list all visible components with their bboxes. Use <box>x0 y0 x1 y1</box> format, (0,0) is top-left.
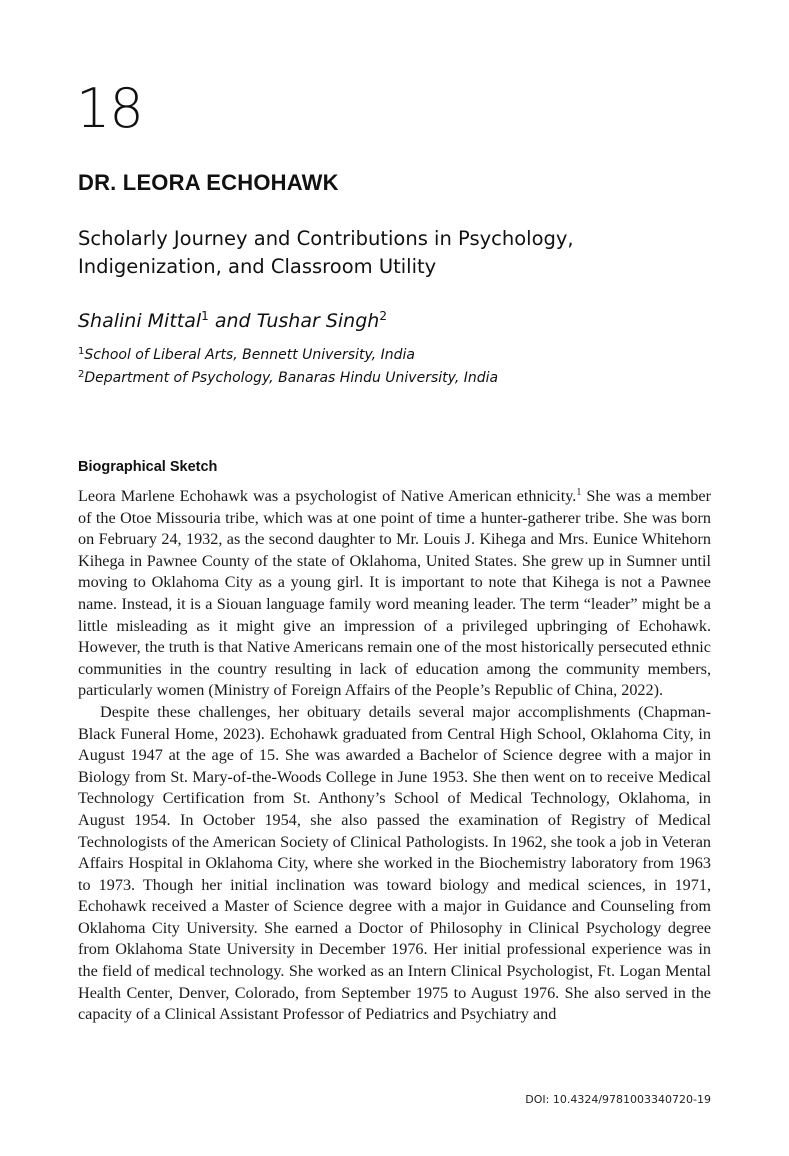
author-name: Shalini Mittal <box>78 310 202 332</box>
paragraph-text: She was a member of the Otoe Missouria tribe, which was at one point of time a hunter-gatherer tribe. She was born on February 24, 1932, as the second daughter to Mr. Louis J. Kihega and Mrs. Eunice Whitehorn Kihega in Pawnee County of the state of Oklahoma, United States. She grew up in Sumner until moving to Oklahoma City as a young girl. It is important to note that Kihega is not a Pawnee name. Instead, it is a Siouan language family word meaning leader. The term “leader” might be a little misleading as it might give an impression of a privileged upbringing of Echohawk. However, the truth is that Native Americans remain one of the most historically persecuted ethnic communities in the country resulting in lack of education among the community members, particularly women (Ministry of Foreign Affairs of the People’s Republic of China, 2022). <box>78 487 711 700</box>
author-affiliation-marker: 2 <box>379 309 387 323</box>
affiliation-text: Department of Psychology, Banaras Hindu University, India <box>84 370 499 386</box>
paragraph: Despite these challenges, her obituary details several major accomplishments (Chapman-Black Funeral Home, 2023). Echohawk graduated from Central High School, Oklahoma City, in August 1947 at the age of 15. She was awarded a Bachelor of Science degree with a major in Biology from St. Mary-of-the-Woods College in June 1953. She then went on to receive Medical Technology Certification from St. Anthony’s School of Medical Technology, Oklahoma, in August 1954. In October 1954, she also passed the examination of Registry of Medical Technologists of the American Society of Clinical Pathologists. In 1962, she took a job in Veteran Affairs Hospital in Oklahoma City, where she worked in the Biochemistry laboratory from 1963 to 1973. Though her initial inclination was toward biology and medical sciences, in 1971, Echohawk received a Master of Science degree with a major in Guidance and Counseling from Oklahoma City University. She earned a Doctor of Philosophy in Clinical Psychology degree from Oklahoma State University in December 1976. Her initial professional experience was in the field of medical technology. She worked as an Intern Clinical Psychologist, Ft. Logan Mental Health Center, Denver, Colorado, from September 1975 to August 1976. She also served in the capacity of a Clinical Assistant Professor of Pediatrics and Psychiatry and <box>78 702 711 1024</box>
author-name: Tushar Singh <box>256 310 380 332</box>
footnote-marker[interactable]: 1 <box>576 487 582 498</box>
affiliation-item <box>78 365 498 388</box>
author-affiliation-marker: 1 <box>201 309 209 323</box>
affiliations <box>78 342 498 388</box>
chapter-title: DR. LEORA ECHOHAWK <box>78 170 339 195</box>
affiliation-marker: 1 <box>78 346 85 357</box>
chapter-subtitle: Scholarly Journey and Contributions in Psychology, Indigenization, and Classroom Utility <box>78 227 574 278</box>
affiliation-marker: 2 <box>78 369 85 380</box>
paragraph <box>78 486 711 702</box>
body-text <box>78 486 711 1026</box>
affiliation-item <box>78 342 498 365</box>
affiliation-text: School of Liberal Arts, Bennett University, India <box>84 347 415 363</box>
doi-footer: DOI: 10.4324/9781003340720-19 <box>525 1093 711 1106</box>
author-line <box>78 310 387 331</box>
section-heading: Biographical Sketch <box>78 459 218 475</box>
chapter-number: 18 <box>76 77 143 140</box>
author-joiner: and <box>214 310 251 332</box>
paragraph-text: Leora Marlene Echohawk was a psychologist of Native American ethnicity. <box>78 487 577 505</box>
